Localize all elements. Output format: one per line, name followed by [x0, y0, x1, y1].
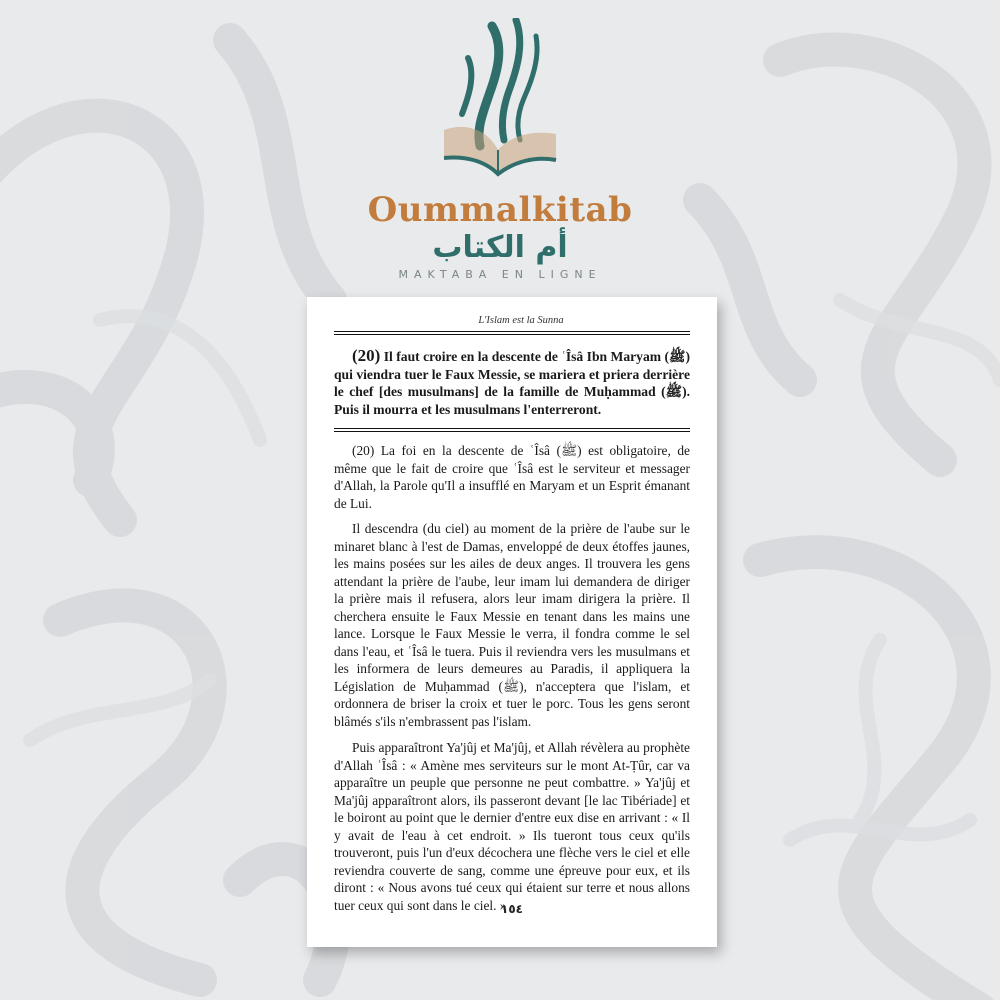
commentary-paragraph: (20) La foi en la descente de ʿÎsâ (ﷺ) est obligatoire, de même que le fait de croire que ʿÎsâ est le serviteur et messager d'Allah, la Parole qu'Il a insufflé en Maryam et un Esprit émanant de Lui. [334, 443, 690, 511]
brand-tagline: MAKTABA EN LIGNE [398, 268, 602, 281]
running-head: L'Islam est la Sunna [478, 315, 564, 326]
statement-body: Il faut croire en la descente de ʿÎsâ Ibn Maryam (ﷺ) qui viendra tuer le Faux Messie, se mariera et priera derrière le chef [des musulmans] de la famille de Muḥammad (ﷺ). Puis il mourra et les musulmans l'enterreront. [334, 349, 690, 417]
book-page [307, 297, 717, 947]
header-rule [334, 331, 690, 335]
page-number: ١٥٤ [501, 902, 523, 916]
statement-number: (20) [352, 346, 381, 365]
statement-rule [334, 428, 690, 432]
brand-name-arabic: أم الكتاب [432, 230, 568, 265]
brand-name-latin: Oummalkitab [367, 190, 633, 230]
commentary-paragraph: Il descendra (du ciel) au moment de la prière de l'aube sur le minaret blanc à l'est de Damas, enveloppé de deux étoffes jaunes, les mains posées sur les ailes de deux anges. Il trouvera les gens attendant la prière de l'aube, leur imam lui demandera de diriger la prière mais il refusera, alors leur imam dirigera la prière. Il cherchera ensuite le Faux Messie en tenant dans les mains une lance. Lorsque le Faux Messie le verra, il fondra comme le sel dans l'eau, et ʿÎsâ le tuera. Puis il reviendra vers les musulmans et les informera de leurs demeures au Paradis, il appliquera la Législation de Muḥammad (ﷺ), n'acceptera que l'islam, et ordonnera de briser la croix et tuer le porc. Tous les gens seront blâmés s'ils n'embrassent pas l'islam. [334, 521, 690, 729]
commentary-paragraph: Puis apparaîtront Ya'jûj et Ma'jûj, et Allah révèlera au prophète d'Allah ʿÎsâ : « Amène mes serviteurs sur le mont At-Ṭûr, car va apparaître un peuple que personne ne peut combattre. » Ya'jûj et Ma'jûj apparaîtront alors, ils passeront devant [le lac Tibériade] et le boiront au point que le dernier d'entre eux dise en arrivant : « Il y avait de l'eau à cet endroit. » Ils tueront tous ceux qu'ils trouveront, puis l'un d'eux décochera une flèche vers le ciel et elle reviendra couverte de sang, comme une épreuve pour eux, et ils diront : « Nous avons tué ceux qui étaient sur terre et nous allons tuer ceux qui sont dans le ciel. » [334, 740, 690, 913]
calligraphy-quill-book-icon [432, 18, 568, 188]
statement-text [334, 347, 690, 418]
brand-logo [360, 18, 640, 281]
